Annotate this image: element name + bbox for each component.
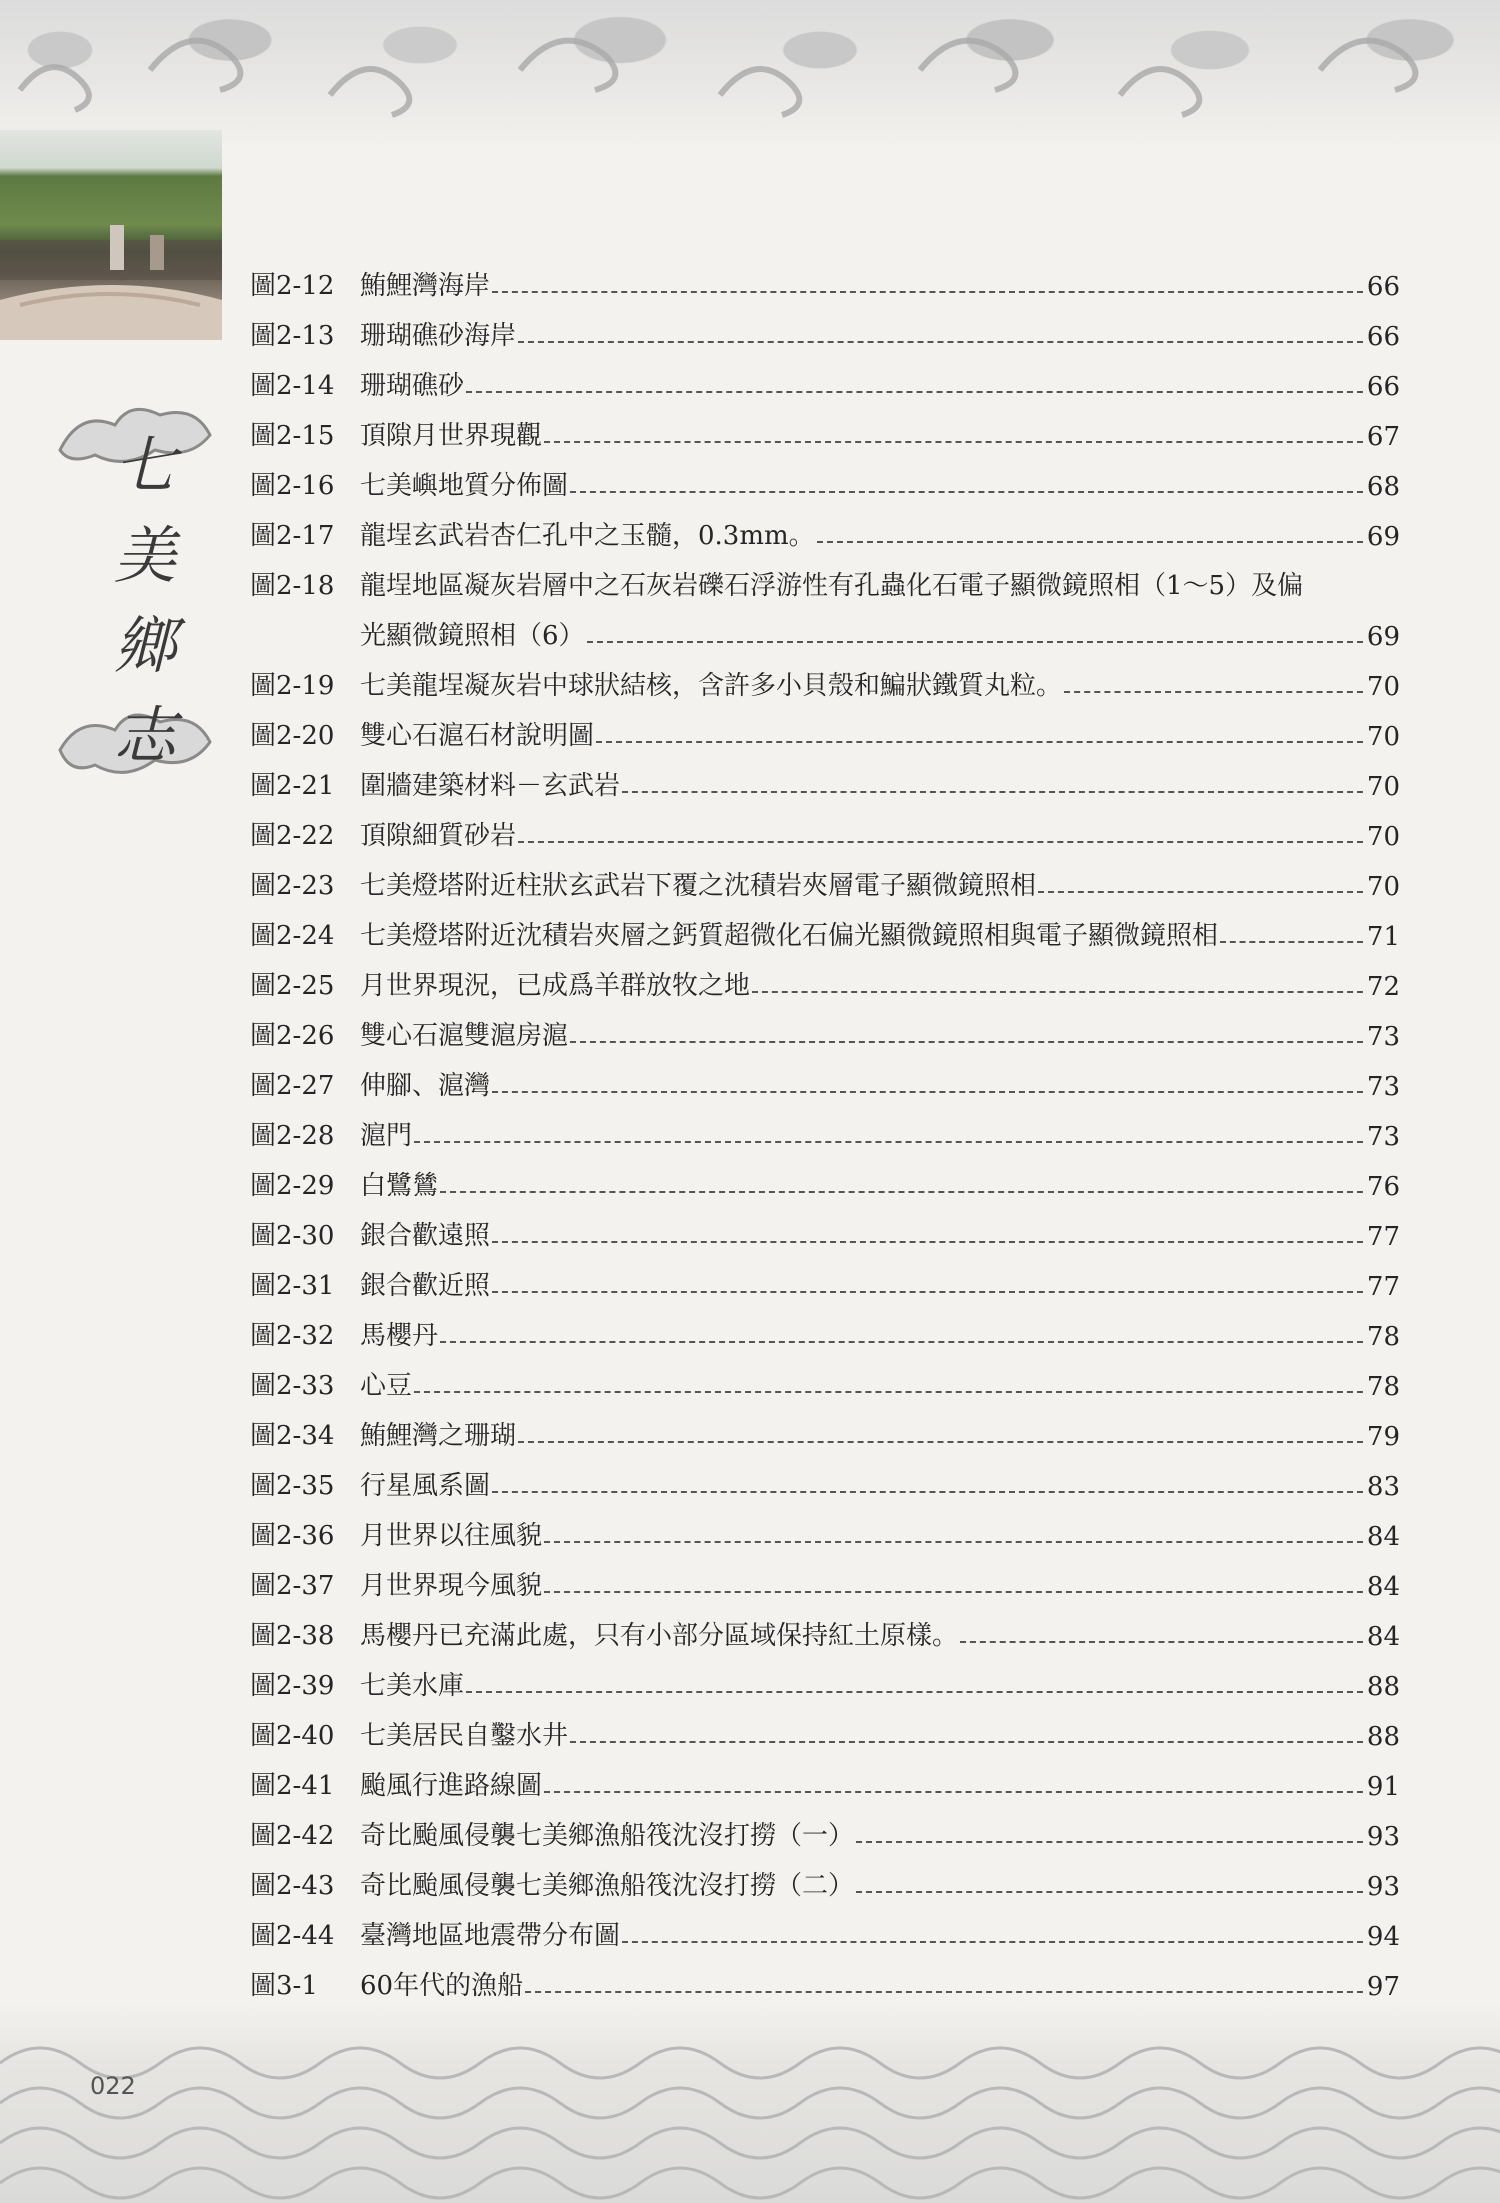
figure-number: 圖2-16 — [250, 471, 335, 501]
figure-number: 圖2-40 — [250, 1721, 335, 1751]
figure-title: 馬櫻丹 — [360, 1321, 439, 1351]
page-reference: 70 — [1366, 672, 1400, 702]
dotted-leader — [492, 1291, 1363, 1293]
dotted-leader — [596, 741, 1363, 743]
toc-entry — [250, 352, 1400, 402]
dotted-leader — [622, 791, 1363, 793]
title-char-3: 鄉 — [113, 609, 176, 682]
toc-entry — [250, 852, 1400, 902]
dotted-leader — [466, 391, 1363, 393]
figure-title: 60年代的漁船 — [360, 1971, 524, 2001]
figure-title: 七美水庫 — [360, 1671, 465, 1701]
dotted-leader — [544, 441, 1363, 443]
page-reference: 73 — [1366, 1122, 1400, 1152]
page-reference: 88 — [1366, 1672, 1400, 1702]
dotted-leader — [856, 1891, 1363, 1893]
dotted-leader — [752, 991, 1363, 993]
toc-entry — [250, 402, 1400, 452]
figure-number: 圖2-34 — [250, 1421, 335, 1451]
header-photo — [0, 130, 222, 340]
dotted-leader — [466, 1691, 1363, 1693]
page-reference: 71 — [1366, 922, 1400, 952]
page-reference: 93 — [1366, 1872, 1400, 1902]
page-number: 022 — [90, 2072, 136, 2100]
page-reference: 68 — [1366, 472, 1400, 502]
toc-entry — [250, 1152, 1400, 1202]
toc-entry — [250, 1902, 1400, 1952]
figure-title: 白鷺鷥 — [360, 1171, 439, 1201]
toc-entry — [250, 1202, 1400, 1252]
figure-title: 行星風系圖 — [360, 1471, 491, 1501]
figure-number: 圖2-44 — [250, 1921, 335, 1951]
figure-title: 伸腳、滬灣 — [360, 1071, 491, 1101]
figure-title: 銀合歡近照 — [360, 1271, 491, 1301]
figure-title: 七美嶼地質分佈圖 — [360, 471, 569, 501]
figure-title: 奇比颱風侵襲七美鄉漁船筏沈沒打撈（二） — [360, 1871, 855, 1901]
figure-number: 圖2-37 — [250, 1571, 335, 1601]
figure-title: 雙心石滬雙滬房滬 — [360, 1021, 569, 1051]
page-reference: 70 — [1366, 772, 1400, 802]
dotted-leader — [1220, 941, 1363, 943]
figure-number: 圖2-33 — [250, 1371, 335, 1401]
toc-entry — [250, 1002, 1400, 1052]
figure-title: 月世界以往風貌 — [360, 1521, 543, 1551]
dotted-leader — [492, 1091, 1363, 1093]
dotted-leader — [440, 1341, 1363, 1343]
dotted-leader — [544, 1591, 1363, 1593]
dotted-leader — [570, 491, 1363, 493]
page-reference: 97 — [1366, 1972, 1400, 2002]
toc-entry — [250, 652, 1400, 702]
toc-entry — [250, 1602, 1400, 1652]
page-reference: 91 — [1366, 1772, 1400, 1802]
toc-entry — [250, 452, 1400, 502]
toc-entry — [250, 1252, 1400, 1302]
figure-number: 圖2-14 — [250, 371, 335, 401]
dotted-leader — [856, 1841, 1363, 1843]
wave-pattern-footer — [0, 2003, 1500, 2203]
figure-title: 月世界現今風貌 — [360, 1571, 543, 1601]
figure-number: 圖2-41 — [250, 1771, 335, 1801]
dotted-leader — [544, 1541, 1363, 1543]
page-reference: 73 — [1366, 1022, 1400, 1052]
figure-title: 心豆 — [360, 1371, 413, 1401]
figure-number: 圖2-32 — [250, 1321, 335, 1351]
page-reference: 73 — [1366, 1072, 1400, 1102]
figure-list — [250, 252, 1400, 2002]
page-reference: 77 — [1366, 1222, 1400, 1252]
figure-title: 七美燈塔附近沈積岩夾層之鈣質超微化石偏光顯微鏡照相與電子顯微鏡照相 — [360, 921, 1219, 951]
page-reference: 66 — [1366, 272, 1400, 302]
toc-entry — [250, 302, 1400, 352]
title-char-2: 美 — [113, 519, 176, 592]
figure-title: 龍埕地區凝灰岩層中之石灰岩礫石浮游性有孔蟲化石電子顯微鏡照相（1～5）及偏 — [360, 571, 1304, 601]
figure-number: 圖2-12 — [250, 271, 335, 301]
dotted-leader — [414, 1141, 1363, 1143]
dotted-leader — [587, 641, 1363, 643]
page-reference: 76 — [1366, 1172, 1400, 1202]
title-char-4: 志 — [113, 699, 176, 772]
figure-title: 颱風行進路線圖 — [360, 1771, 543, 1801]
page-reference: 79 — [1366, 1422, 1400, 1452]
toc-entry — [250, 1502, 1400, 1552]
figure-title: 珊瑚礁砂 — [360, 371, 465, 401]
page-reference: 84 — [1366, 1622, 1400, 1652]
dotted-leader — [1038, 891, 1363, 893]
title-char-1: 七 — [113, 429, 176, 502]
toc-entry — [250, 252, 1400, 302]
figure-number: 圖2-28 — [250, 1121, 335, 1151]
toc-entry — [250, 802, 1400, 852]
toc-entry — [250, 1402, 1400, 1452]
toc-entry — [250, 1552, 1400, 1602]
page-reference: 94 — [1366, 1922, 1400, 1952]
figure-number: 圖2-25 — [250, 971, 335, 1001]
figure-title: 頂隙細質砂岩 — [360, 821, 517, 851]
figure-number: 圖2-22 — [250, 821, 335, 851]
figure-number: 圖2-29 — [250, 1171, 335, 1201]
figure-number: 圖2-30 — [250, 1221, 335, 1251]
figure-title: 七美居民自鑿水井 — [360, 1721, 569, 1751]
figure-number: 圖3-1 — [250, 1971, 318, 2001]
page-reference: 83 — [1366, 1472, 1400, 1502]
page-reference: 69 — [1366, 522, 1400, 552]
dotted-leader — [570, 1741, 1363, 1743]
toc-entry — [250, 902, 1400, 952]
figure-title: 月世界現況，已成爲羊群放牧之地 — [360, 971, 751, 1001]
figure-number: 圖2-26 — [250, 1021, 335, 1051]
figure-title: 臺灣地區地震帶分布圖 — [360, 1921, 621, 1951]
figure-title: 鮪鯉灣海岸 — [360, 271, 491, 301]
page-reference: 70 — [1366, 872, 1400, 902]
book-title-vertical — [50, 390, 220, 850]
toc-entry — [250, 1052, 1400, 1102]
figure-number: 圖2-36 — [250, 1521, 335, 1551]
figure-number: 圖2-15 — [250, 421, 335, 451]
page-reference: 84 — [1366, 1572, 1400, 1602]
figure-number: 圖2-43 — [250, 1871, 335, 1901]
dotted-leader — [960, 1641, 1363, 1643]
figure-number: 圖2-13 — [250, 321, 335, 351]
page-reference: 66 — [1366, 322, 1400, 352]
dotted-leader — [492, 1241, 1363, 1243]
toc-entry — [250, 552, 1400, 652]
dotted-leader — [622, 1941, 1363, 1943]
dotted-leader — [518, 1441, 1363, 1443]
figure-title: 銀合歡遠照 — [360, 1221, 491, 1251]
figure-number: 圖2-42 — [250, 1821, 335, 1851]
figure-number: 圖2-20 — [250, 721, 335, 751]
page-reference: 70 — [1366, 822, 1400, 852]
dotted-leader — [525, 1991, 1363, 1993]
figure-title-continued: 光顯微鏡照相（6） — [360, 621, 585, 651]
toc-entry — [250, 1952, 1400, 2002]
toc-entry — [250, 1102, 1400, 1152]
dotted-leader — [492, 1491, 1363, 1493]
toc-entry — [250, 1652, 1400, 1702]
figure-title: 七美燈塔附近柱狀玄武岩下覆之沈積岩夾層電子顯微鏡照相 — [360, 871, 1037, 901]
figure-title: 雙心石滬石材說明圖 — [360, 721, 595, 751]
figure-number: 圖2-24 — [250, 921, 335, 951]
toc-entry — [250, 1452, 1400, 1502]
toc-entry — [250, 1352, 1400, 1402]
dotted-leader — [440, 1191, 1363, 1193]
toc-entry — [250, 1302, 1400, 1352]
page-reference: 88 — [1366, 1722, 1400, 1752]
page-reference: 84 — [1366, 1522, 1400, 1552]
page-reference: 77 — [1366, 1272, 1400, 1302]
figure-number: 圖2-31 — [250, 1271, 335, 1301]
dotted-leader — [518, 341, 1363, 343]
figure-title: 珊瑚礁砂海岸 — [360, 321, 517, 351]
toc-entry — [250, 502, 1400, 552]
figure-title: 鮪鯉灣之珊瑚 — [360, 1421, 517, 1451]
cloud-pattern-header — [0, 0, 1500, 150]
figure-title: 奇比颱風侵襲七美鄉漁船筏沈沒打撈（一） — [360, 1821, 855, 1851]
figure-number: 圖2-19 — [250, 671, 335, 701]
figure-number: 圖2-38 — [250, 1621, 335, 1651]
page-reference: 78 — [1366, 1322, 1400, 1352]
figure-title: 七美龍埕凝灰岩中球狀結核，含許多小貝殼和鯿狀鐵質丸粒。 — [360, 671, 1063, 701]
figure-title: 龍埕玄武岩杏仁孔中之玉髓，0.3mm。 — [360, 521, 815, 551]
toc-entry — [250, 1802, 1400, 1852]
toc-entry — [250, 752, 1400, 802]
figure-number: 圖2-23 — [250, 871, 335, 901]
figure-number: 圖2-21 — [250, 771, 335, 801]
figure-title: 滬門 — [360, 1121, 413, 1151]
toc-entry — [250, 702, 1400, 752]
figure-title: 頂隙月世界現觀 — [360, 421, 543, 451]
page-reference: 70 — [1366, 722, 1400, 752]
toc-entry — [250, 1702, 1400, 1752]
page-reference: 69 — [1366, 622, 1400, 652]
page-reference: 72 — [1366, 972, 1400, 1002]
dotted-leader — [1064, 691, 1363, 693]
figure-number: 圖2-17 — [250, 521, 335, 551]
figure-title: 馬櫻丹已充滿此處，只有小部分區域保持紅土原樣。 — [360, 1621, 959, 1651]
figure-title: 圍牆建築材料－玄武岩 — [360, 771, 621, 801]
figure-number: 圖2-35 — [250, 1471, 335, 1501]
dotted-leader — [492, 291, 1363, 293]
page-reference: 93 — [1366, 1822, 1400, 1852]
page-reference: 67 — [1366, 422, 1400, 452]
dotted-leader — [414, 1391, 1363, 1393]
dotted-leader — [570, 1041, 1363, 1043]
toc-entry — [250, 1752, 1400, 1802]
toc-entry — [250, 952, 1400, 1002]
page-reference: 78 — [1366, 1372, 1400, 1402]
page-reference: 66 — [1366, 372, 1400, 402]
figure-number: 圖2-18 — [250, 571, 335, 601]
dotted-leader — [817, 541, 1363, 543]
dotted-leader — [518, 841, 1363, 843]
toc-entry — [250, 1852, 1400, 1902]
figure-number: 圖2-39 — [250, 1671, 335, 1701]
figure-number: 圖2-27 — [250, 1071, 335, 1101]
dotted-leader — [544, 1791, 1363, 1793]
